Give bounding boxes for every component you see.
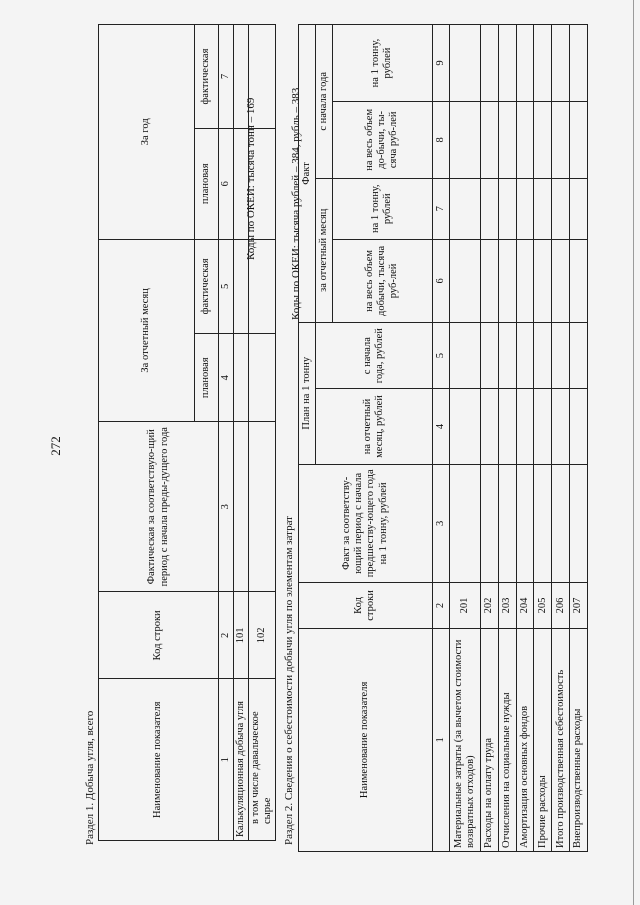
section2-title: Раздел 2. Сведения о себестоимости добычи угля по элементам затрат [283,516,295,845]
table-row [449,25,480,852]
s1-cell[interactable] [249,334,276,422]
s2-cell[interactable] [449,239,480,322]
s1-header-year: За год [99,25,195,240]
s2-row-name: Отчисления на социальные нужды [498,628,516,851]
s2-cell[interactable] [480,178,498,239]
s2-cell[interactable] [498,178,516,239]
s2-cell[interactable] [516,102,534,178]
s1-row-code: 102 [249,592,276,679]
s1-cell[interactable] [234,25,249,129]
s2-header-fact-prev: Факт за соответству-ющий период с начала предшеству-ющего года на 1 тонну, рублей [299,464,433,583]
s2-cell[interactable] [480,102,498,178]
s2-header-plan-month: на отчетный месяц, рублей [315,389,432,464]
s2-colnum: 3 [432,464,449,583]
table-row [534,25,552,852]
section2-table-wrap [298,24,588,852]
s2-cell[interactable] [480,25,498,102]
s2-cell[interactable] [552,389,570,464]
page-number: 272 [47,436,63,456]
s2-row-code: 201 [449,583,480,629]
s2-cell[interactable] [534,389,552,464]
s2-cell[interactable] [552,239,570,322]
s2-cell[interactable] [534,322,552,389]
s2-header-plan: План на 1 тонну [299,322,316,464]
s2-colnum: 8 [432,102,449,178]
s1-colnum: 7 [219,25,234,129]
s2-row-name: Расходы на оплату труда [480,628,498,851]
s2-cell[interactable] [552,178,570,239]
s2-header-fact-ytd-volume: на весь объем до-бычи, ты-сяча руб-лей [332,102,432,178]
page-edge-line [633,0,634,905]
s1-row-name: Калькуляционная добыча угля [234,679,249,841]
s2-cell[interactable] [516,322,534,389]
section1-table [98,24,276,841]
s2-cell[interactable] [516,464,534,583]
s2-cell[interactable] [498,102,516,178]
s1-cell[interactable] [249,422,276,592]
s2-row-code: 207 [570,583,588,629]
s2-cell[interactable] [516,239,534,322]
s2-cell[interactable] [480,389,498,464]
s1-header-year-planned: плановая [195,129,219,239]
s2-row-code: 204 [516,583,534,629]
table-row [234,25,249,841]
s2-cell[interactable] [570,102,588,178]
s2-cell[interactable] [516,178,534,239]
table-row [516,25,534,852]
s2-header-name: Наименование показателя [299,628,433,851]
s2-cell[interactable] [480,322,498,389]
s2-cell[interactable] [516,389,534,464]
s2-cell[interactable] [534,239,552,322]
s2-row-code: 203 [498,583,516,629]
s1-header-fact-prev: Фактическая за соответствую-щий период с начала преды-дущего года [99,422,219,592]
s1-cell[interactable] [249,25,276,129]
s2-header-plan-ytd: с начала года, рублей [315,322,432,389]
s1-cell[interactable] [234,422,249,592]
s2-cell[interactable] [498,464,516,583]
s1-cell[interactable] [234,334,249,422]
s2-cell[interactable] [449,389,480,464]
s2-cell[interactable] [449,322,480,389]
s2-cell[interactable] [570,389,588,464]
section1-title: Раздел 1. Добыча угля, всего [84,710,96,845]
s1-cell[interactable] [249,129,276,239]
s2-colnum: 6 [432,239,449,322]
s2-cell[interactable] [552,25,570,102]
s1-colnum: 6 [219,129,234,239]
s2-cell[interactable] [570,178,588,239]
s1-row-code: 101 [234,592,249,679]
s2-row-code: 205 [534,583,552,629]
s2-cell[interactable] [534,102,552,178]
s1-colnum: 2 [219,592,234,679]
s1-colnum: 1 [219,679,234,841]
table-row [480,25,498,852]
s2-cell[interactable] [449,464,480,583]
s2-cell[interactable] [498,239,516,322]
s2-row-name: Амортизация основных фондов [516,628,534,851]
s2-colnum: 9 [432,25,449,102]
s1-row-name: в том числе давальческое сырье [249,679,276,841]
s2-cell[interactable] [480,464,498,583]
s2-cell[interactable] [552,464,570,583]
s2-cell[interactable] [570,239,588,322]
s1-colnum: 5 [219,239,234,334]
s2-header-fact-month-per-ton: на 1 тонну, рублей [332,178,432,239]
s2-cell[interactable] [498,389,516,464]
s2-cell[interactable] [449,25,480,102]
s1-cell[interactable] [234,129,249,239]
s2-row-name: Внепроизводственные расходы [570,628,588,851]
s2-cell[interactable] [534,178,552,239]
s2-cell[interactable] [552,102,570,178]
s2-cell[interactable] [516,25,534,102]
s2-header-fact-ytd: с начала года [315,25,332,179]
section1-table-wrap [98,24,276,841]
s2-cell[interactable] [449,178,480,239]
s2-cell[interactable] [480,239,498,322]
section2-codes: Коды по ОКЕИ: тысяча рублей – 384, рубль – 383 [290,87,302,320]
s1-cell[interactable] [249,239,276,334]
s2-row-name: Прочие расходы [534,628,552,851]
s2-colnum: 2 [432,583,449,629]
s2-cell[interactable] [534,25,552,102]
s2-header-code: Код строки [299,583,433,629]
s2-header-fact: Факт [299,25,316,323]
s2-header-fact-month-volume: на весь объем добычи, тысяча руб-лей [332,239,432,322]
s2-colnum: 5 [432,322,449,389]
s1-header-code: Код строки [99,592,219,679]
s2-header-fact-month: за отчетный месяц [315,178,332,322]
table-row [552,25,570,852]
s2-cell[interactable] [570,322,588,389]
s1-colnum: 3 [219,422,234,592]
table-row [570,25,588,852]
s1-header-month-planned: плановая [195,334,219,422]
s2-colnum: 1 [432,628,449,851]
s2-cell[interactable] [498,25,516,102]
s1-colnum: 4 [219,334,234,422]
s2-cell[interactable] [570,464,588,583]
s2-cell[interactable] [449,102,480,178]
s2-colnum: 4 [432,389,449,464]
s1-header-month: За отчетный месяц [99,239,195,422]
s2-cell[interactable] [570,25,588,102]
s2-colnum: 7 [432,178,449,239]
s2-cell[interactable] [498,322,516,389]
s2-header-fact-ytd-per-ton: на 1 тонну, рублей [332,25,432,102]
section2-table [298,24,588,852]
s2-row-name: Итого производственная себестоимость [552,628,570,851]
s1-header-month-actual: фактическая [195,239,219,334]
s1-header-name: Наименование показателя [99,679,219,841]
s2-row-code: 202 [480,583,498,629]
section1-codes: Коды по ОКЕИ: тысяча тонн – 169 [245,97,257,260]
s2-cell[interactable] [552,322,570,389]
table-row [498,25,516,852]
s2-row-code: 206 [552,583,570,629]
s1-header-year-actual: фактическая [195,25,219,129]
s1-cell[interactable] [234,239,249,334]
s2-cell[interactable] [534,464,552,583]
table-row [249,25,276,841]
s2-row-name: Материальные затраты (за вычетом стоимости возвратных отходов) [449,628,480,851]
